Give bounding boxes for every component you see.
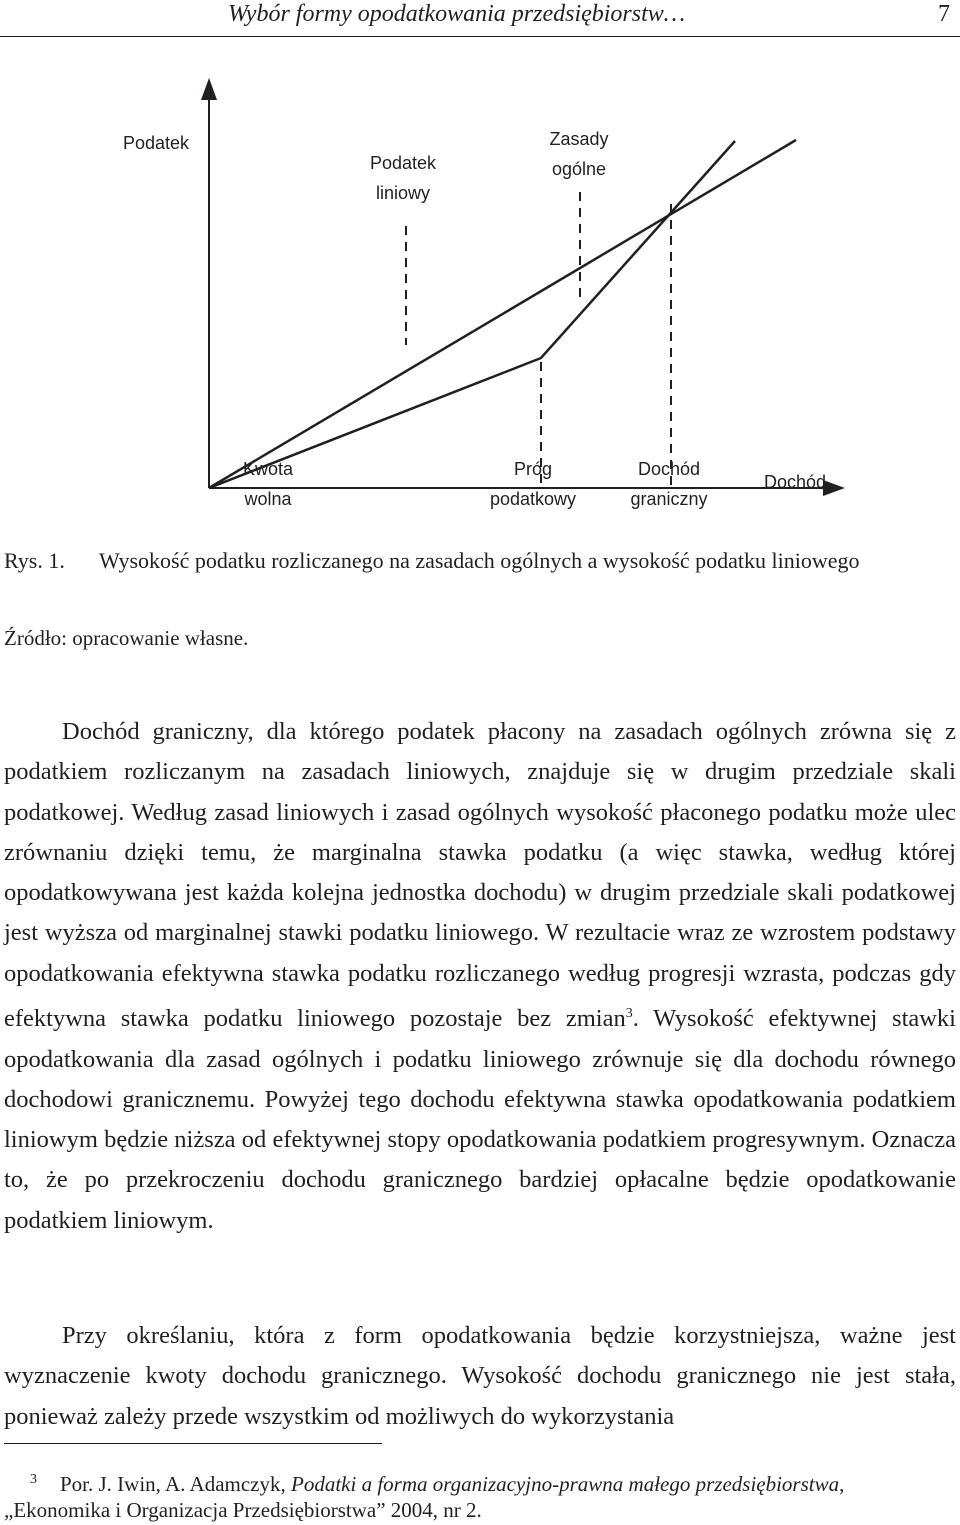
general-rules-label: Zasady ogólne	[549, 129, 609, 179]
footnote-mark: 3	[30, 1472, 37, 1487]
paragraph-1	[4, 712, 956, 1241]
free-amount-label: Kwota wolna	[242, 459, 294, 509]
tax-comparison-figure	[0, 40, 960, 520]
tax-threshold-label: Próg podatkowy	[489, 459, 577, 509]
caption-text: Wysokość podatku rozliczanego na zasadach ogólnych a wysokość podatku liniowego	[99, 548, 860, 573]
paragraph-1-text-b: . Wysokość efektywnej stawki opodatkowania dla zasad ogólnych i podatku liniowego zrównuje się dla dochodu równego dochodowi granicznemu. Powyżej tego dochodu efektywna stawka opodatkowania podatkiem liniowym będzie niższa od efektywnej stopy opodatkowania podatkiem progresywnym. Oznacza to, że po przekroczeniu dochodu granicznego bardziej opłacalne będzie opodatkowanie podatkiem liniowym.	[4, 1005, 956, 1234]
caption-number: Rys. 1.	[4, 548, 65, 573]
running-title: Wybór formy opodatkowania przedsiębiorstw…	[228, 1, 686, 27]
y-axis-arrow	[201, 78, 217, 100]
footnote-reference: 3	[625, 1006, 633, 1022]
paragraph-1-text-a: Dochód graniczny, dla którego podatek płacony na zasadach ogólnych zrówna się z podatkiem rozliczanym na zasadach liniowych, znajduje się w drugim przedziale skali podatkowej. Według zasad liniowych i zasad ogólnych wysokość płaconego podatku może ulec zrównaniu dzięki temu, że marginalna stawka podatku (a więc stawka, według której opodatkowywana jest każda kolejna jednostka dochodu) w drugim przedziale skali podatkowej jest wyższa od marginalnej stawki podatku liniowego. W rezultacie wraz ze wzrostem podstawy opodatkowania efektywna stawka podatku rozliczanego według progresji wzrasta, podczas gdy efektywna stawka podatku liniowego pozostaje bez zmian	[4, 718, 956, 1033]
footnote-line-2: „Ekonomika i Organizacja Przedsiębiorstwa” 2004, nr 2.	[4, 1498, 482, 1522]
general-rules-line	[209, 141, 735, 488]
figure-caption	[4, 545, 860, 577]
paragraph-2: Przy określaniu, która z form opodatkowania będzie korzystniejsza, ważne jest wyznaczenie kwoty dochodu granicznego. Wysokość dochodu granicznego nie jest stała, ponieważ zależy przede wszystkim od możliwych do wykorzystania	[4, 1322, 956, 1430]
figure-graph	[0, 40, 960, 520]
boundary-income-label: Dochód graniczny	[630, 459, 708, 509]
linear-tax-line	[209, 140, 796, 488]
footnote-title: Podatki a forma organizacyjno-prawna małego przedsiębiorstwa	[291, 1472, 840, 1496]
running-header	[0, 0, 960, 37]
y-axis-label: Podatek	[122, 133, 190, 153]
page-number: 7	[938, 1, 950, 27]
footnote-authors: Por. J. Iwin, A. Adamczyk,	[60, 1472, 291, 1496]
figure-source: Źródło: opracowanie własne.	[4, 626, 249, 650]
x-axis-label: Dochód	[763, 472, 827, 492]
footnote-line-1	[60, 1471, 844, 1497]
footnote-comma: ,	[839, 1472, 845, 1496]
footnote-separator	[4, 1443, 382, 1444]
linear-tax-label: Podatek liniowy	[369, 153, 437, 203]
